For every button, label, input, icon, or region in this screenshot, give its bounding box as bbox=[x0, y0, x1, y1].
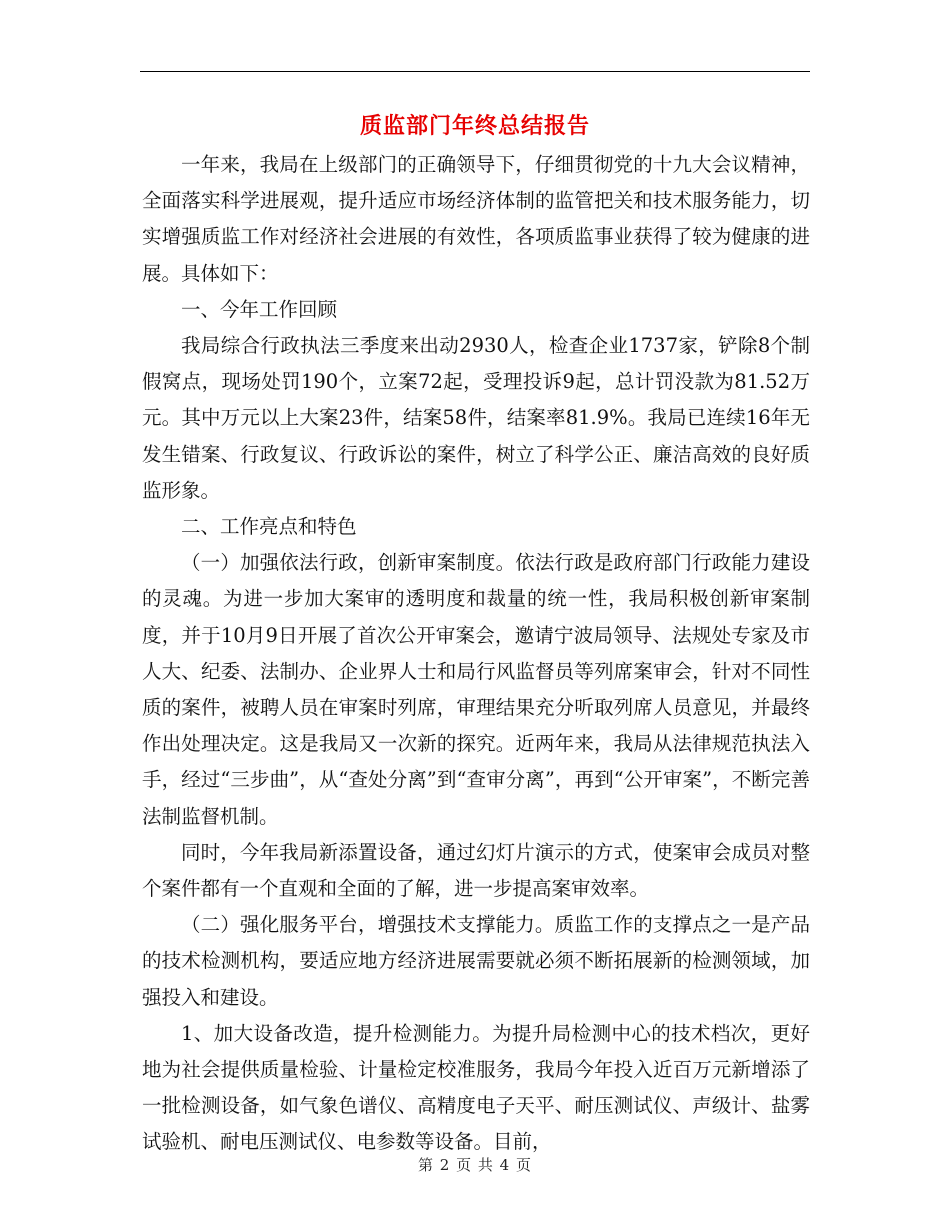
paragraph-intro: 一年来，我局在上级部门的正确领导下，仔细贯彻党的十九大会议精神，全面落实科学进展观，提升适应市场经济体制的监管把关和技术服务能力，切实增强质监工作对经济社会进展的有效性，各项质监事业获得了较为健康的进展。具体如下： bbox=[142, 153, 810, 285]
paragraph-equipment-upgrade: 1、加大设备改造，提升检测能力。为提升局检测中心的技术档次，更好地为社会提供质量检验、计量检定校准服务，我局今年投入近百万元新增添了一批检测设备，如气象色谱仪、高精度电子天平、耐压测试仪、声级计、盐雾试验机、耐电压测试仪、电参数等设备。目前， bbox=[142, 1021, 810, 1154]
paragraph-enforcement-stats: 我局综合行政执法三季度来出动2930人，检查企业1737家，铲除8个制假窝点，现场处罚190个，立案72起，受理投诉9起，总计罚没款为81.52万元。其中万元以上大案23件，结案58件，结案率81.9%。我局已连续16年无发生错案、行政复议、行政诉讼的案件，树立了科学公正、廉洁高效的良好质监形象。 bbox=[142, 334, 810, 502]
page-number-footer: 第 2 页 共 4 页 bbox=[418, 1156, 532, 1174]
paragraph-case-review-system: （一）加强依法行政，创新审案制度。依法行政是政府部门行政能力建设的灵魂。为进一步加大案审的透明度和裁量的统一性，我局积极创新审案制度，并于10月9日开展了首次公开审案会，邀请宁波局领导、法规处专家及市人大、纪委、法制办、企业界人士和局行风监督员等列席案审会，针对不同性质的案件，被聘人员在审案时列席，审理结果充分听取列席人员意见，并最终作出处理决定。这是我局又一次新的探究。近两年来，我局从法律规范执法入手，经过“三步曲”，从“查处分离”到“查审分离”，再到“公开审案”，不断完善法制监督机制。 bbox=[142, 551, 810, 828]
section-heading-review: 一、今年工作回顾 bbox=[181, 297, 338, 321]
section-heading-highlights: 二、工作亮点和特色 bbox=[181, 515, 357, 539]
paragraph-service-platform: （二）强化服务平台，增强技术支撑能力。质监工作的支撑点之一是产品的技术检测机构，要适应地方经济进展需要就必须不断拓展新的检测领域，加强投入和建设。 bbox=[142, 913, 810, 1009]
paragraph-new-equipment: 同时，今年我局新添置设备，通过幻灯片演示的方式，使案审会成员对整个案件都有一个直观和全面的了解，进一步提高案审效率。 bbox=[142, 840, 810, 901]
header-rule bbox=[140, 71, 810, 72]
document-body bbox=[142, 147, 810, 1161]
document-title: 质监部门年终总结报告 bbox=[359, 113, 590, 139]
